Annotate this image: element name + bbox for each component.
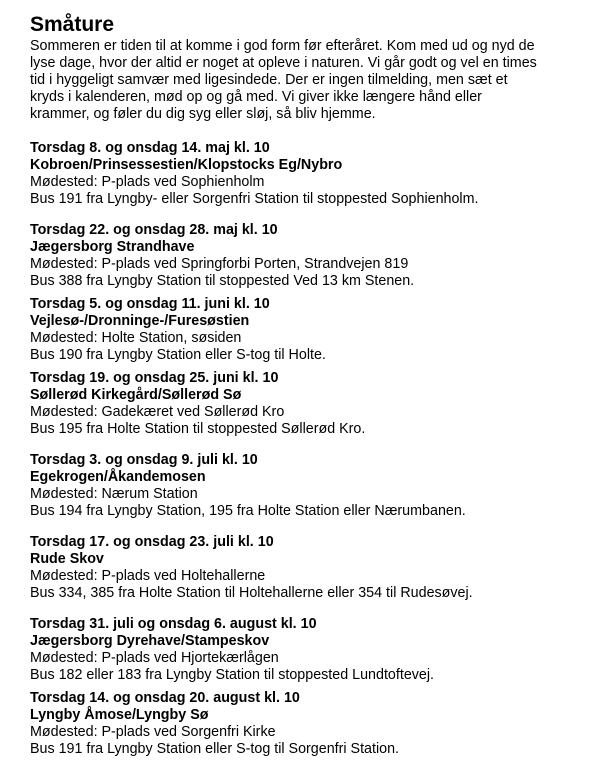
event-block xyxy=(30,534,580,602)
event-date: Torsdag 31. juli og onsdag 6. august kl. 10 xyxy=(30,616,317,632)
event-date: Torsdag 22. og onsdag 28. maj kl. 10 xyxy=(30,222,278,238)
event-block xyxy=(30,370,580,438)
event-bus-info: Bus 182 eller 183 fra Lyngby Station til stoppested Lundtoftevej. xyxy=(30,667,435,683)
event-meeting-point: Mødested: Gadekæret ved Søllerød Kro xyxy=(30,404,285,420)
intro-paragraph xyxy=(30,38,580,123)
intro-line: kryds i kalenderen, mød op og gå med. Vi giver ikke længere hånd eller xyxy=(30,89,482,105)
event-bus-info: Bus 194 fra Lyngby Station, 195 fra Holte Station eller Nærumbanen. xyxy=(30,503,466,519)
intro-line: tid i hyggeligt samvær med ligesindede. Der er ingen tilmelding, men sæt et xyxy=(30,72,508,88)
event-meeting-point: Mødested: P-plads ved Hjortekærlågen xyxy=(30,650,279,666)
event-bus-info: Bus 334, 385 fra Holte Station til Holtehallerne eller 354 til Rudesøvej. xyxy=(30,585,473,601)
page-title: Småture xyxy=(30,13,115,36)
event-block xyxy=(30,296,580,364)
event-date: Torsdag 19. og onsdag 25. juni kl. 10 xyxy=(30,370,279,386)
event-date: Torsdag 5. og onsdag 11. juni kl. 10 xyxy=(30,296,270,312)
event-meeting-point: Mødested: P-plads ved Holtehallerne xyxy=(30,568,266,584)
event-place: Egekrogen/Åkandemosen xyxy=(30,469,206,485)
event-date: Torsdag 14. og onsdag 20. august kl. 10 xyxy=(30,690,300,706)
event-block xyxy=(30,690,580,758)
intro-line: Sommeren er tiden til at komme i god form før efteråret. Kom med ud og nyd de xyxy=(30,38,535,54)
event-date: Torsdag 8. og onsdag 14. maj kl. 10 xyxy=(30,140,270,156)
event-meeting-point: Mødested: P-plads ved Springforbi Porten, Strandvejen 819 xyxy=(30,256,409,272)
event-place: Vejlesø-/Dronninge-/Furesøstien xyxy=(30,313,250,329)
event-meeting-point: Mødested: Holte Station, søsiden xyxy=(30,330,242,346)
event-place: Jægersborg Strandhave xyxy=(30,239,195,255)
event-date: Torsdag 3. og onsdag 9. juli kl. 10 xyxy=(30,452,258,468)
event-meeting-point: Mødested: P-plads ved Sorgenfri Kirke xyxy=(30,724,276,740)
event-date: Torsdag 17. og onsdag 23. juli kl. 10 xyxy=(30,534,274,550)
event-bus-info: Bus 195 fra Holte Station til stoppested Søllerød Kro. xyxy=(30,421,366,437)
intro-line: krammer, og føler du dig syg eller sløj, så bliv hjemme. xyxy=(30,106,376,122)
event-block xyxy=(30,616,580,684)
event-place: Søllerød Kirkegård/Søllerød Sø xyxy=(30,387,242,403)
event-meeting-point: Mødested: Nærum Station xyxy=(30,486,198,502)
event-block xyxy=(30,222,580,290)
event-place: Lyngby Åmose/Lyngby Sø xyxy=(30,707,209,723)
intro-line: lyse dage, hvor der altid er noget at opleve i naturen. Vi går godt og vel en times xyxy=(30,55,537,71)
event-bus-info: Bus 191 fra Lyngby Station eller S-tog til Sorgenfri Station. xyxy=(30,741,400,757)
event-place: Jægersborg Dyrehave/Stampeskov xyxy=(30,633,270,649)
event-block xyxy=(30,452,580,520)
event-block xyxy=(30,140,580,208)
event-place: Rude Skov xyxy=(30,551,104,567)
event-place: Kobroen/Prinsessestien/Klopstocks Eg/Nybro xyxy=(30,157,343,173)
event-bus-info: Bus 388 fra Lyngby Station til stoppested Ved 13 km Stenen. xyxy=(30,273,415,289)
event-bus-info: Bus 190 fra Lyngby Station eller S-tog til Holte. xyxy=(30,347,326,363)
event-bus-info: Bus 191 fra Lyngby- eller Sorgenfri Station til stoppested Sophienholm. xyxy=(30,191,479,207)
event-meeting-point: Mødested: P-plads ved Sophienholm xyxy=(30,174,265,190)
